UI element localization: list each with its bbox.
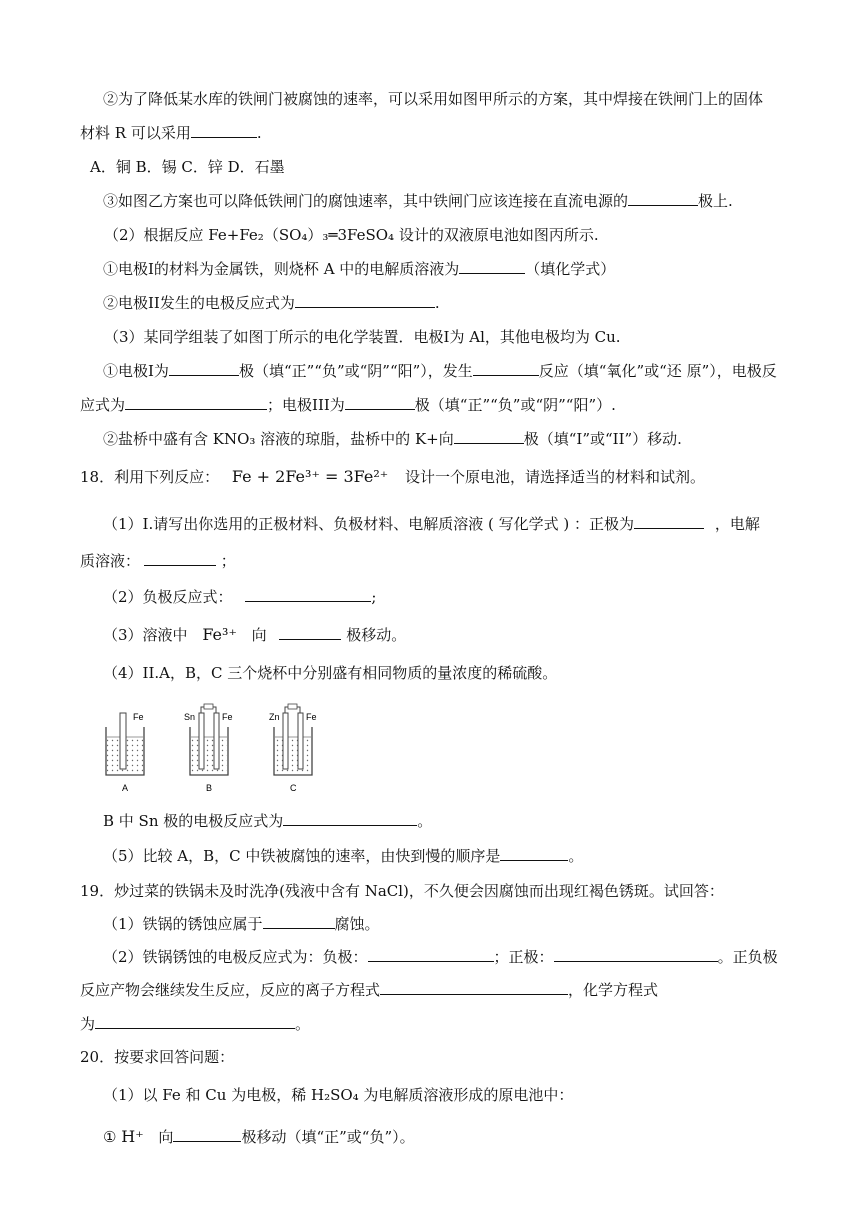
line-q17-2-1 <box>103 258 860 280</box>
text: ；电极III为 <box>267 396 345 414</box>
answer-blank[interactable] <box>279 624 341 640</box>
line-q18-5 <box>103 845 860 867</box>
question-19: 19．炒过菜的铁锅未及时洗净(残液中含有 NaCl)，不久便会因腐蚀而出现红褐色锈斑。试回答： <box>80 882 724 900</box>
beaker-a <box>106 713 144 775</box>
text: ; <box>371 588 377 606</box>
text: 材料 R 可以采用 <box>80 124 191 142</box>
text: （1）铁锅的锈蚀应属于 <box>103 915 263 933</box>
answer-blank[interactable] <box>263 913 335 929</box>
line-q17-2b <box>80 122 860 144</box>
answer-blank[interactable] <box>173 1126 241 1142</box>
beaker-b-label: B <box>206 783 213 793</box>
text: ； <box>220 552 236 570</box>
text: ① <box>103 1128 117 1146</box>
beaker-c-label: C <box>290 783 297 793</box>
fe-label: Fe <box>222 712 233 722</box>
text: B 中 Sn 极的电极反应式为 <box>103 812 284 830</box>
text: 向 <box>158 1128 174 1146</box>
text: 。 <box>568 847 584 865</box>
answer-blank[interactable] <box>380 979 568 995</box>
line-q18-1 <box>103 513 860 535</box>
text: ①电极I的材料为金属铁，则烧杯 A 中的电解质溶液为 <box>103 260 460 278</box>
text: . <box>434 294 440 312</box>
text: ②盐桥中盛有含 KNO₃ 溶液的琼脂，盐桥中的 K+向 <box>103 430 454 448</box>
line-q18-2 <box>103 586 860 608</box>
text: （2）铁锅锈蚀的电极反应式为：负极： <box>103 948 368 966</box>
ion-symbol: Fe³⁺ <box>202 625 237 644</box>
text: ，电解 <box>714 515 760 533</box>
text: 腐蚀。 <box>334 915 380 933</box>
line-q17-part2: （2）根据反应 Fe+Fe₂（SO₄）₃═3FeSO₄ 设计的双液原电池如图丙所示. <box>104 226 599 244</box>
answer-blank[interactable] <box>554 946 718 962</box>
text: （1）I.请写出你选用的正极材料、负极材料、电解质溶液 ( 写化学式 ) ：正极为 <box>103 515 635 533</box>
text: . <box>256 124 262 142</box>
text: 极（填“正”“负”或“阴”“阳”），发生 <box>238 362 473 380</box>
text: 极移动（填“正”或“负”）。 <box>241 1128 415 1146</box>
line-q17-2-2 <box>103 292 860 314</box>
answer-blank[interactable] <box>125 394 267 410</box>
line-q18-1b <box>80 550 860 572</box>
text: 。 <box>295 1015 311 1033</box>
line-q17-3-1b <box>80 394 860 416</box>
text: 。正负极 <box>717 948 778 966</box>
text: （3）溶液中 <box>103 626 188 644</box>
text: ①电极I为 <box>103 362 169 380</box>
text: （2）负极反应式： <box>103 588 233 606</box>
answer-blank[interactable] <box>295 292 435 308</box>
answer-blank[interactable] <box>345 394 415 410</box>
text: （填化学式） <box>525 260 616 278</box>
zn-label: Zn <box>269 712 280 722</box>
question-18 <box>80 466 860 488</box>
fe-label: Fe <box>133 712 144 722</box>
beakers-figure <box>100 703 340 795</box>
answer-blank[interactable] <box>454 428 524 444</box>
text: 极（填“正”“负”或“阴”“阳”）. <box>414 396 616 414</box>
question-20: 20．按要求回答问题： <box>80 1048 235 1066</box>
line-q18-4: （4）II.A，B，C 三个烧杯中分别盛有相同物质的量浓度的稀硫酸。 <box>103 664 558 682</box>
answer-blank[interactable] <box>283 810 417 826</box>
answer-blank[interactable] <box>473 360 539 376</box>
text: ②电极II发生的电极反应式为 <box>103 294 295 312</box>
answer-blank[interactable] <box>634 513 704 529</box>
answer-blank[interactable] <box>95 1013 295 1029</box>
line-q17-3 <box>103 190 860 212</box>
answer-blank[interactable] <box>459 258 525 274</box>
answer-blank[interactable] <box>628 190 698 206</box>
text: 应式为 <box>80 396 126 414</box>
text: （5）比较 A，B，C 中铁被腐蚀的速率，由快到慢的顺序是 <box>103 847 501 865</box>
answer-blank[interactable] <box>500 845 568 861</box>
line-q19-4 <box>80 1013 860 1035</box>
reaction-equation: Fe + 2Fe³⁺ = 3Fe²⁺ <box>231 467 389 486</box>
text: 极移动。 <box>346 626 407 644</box>
ion-symbol: H⁺ <box>121 1127 144 1146</box>
answer-blank[interactable] <box>245 586 371 602</box>
text: 为 <box>80 1015 96 1033</box>
line-q18-4b <box>103 810 860 832</box>
options-line: A．铜 B．锡 C．锌 D．石墨 <box>90 158 285 176</box>
text: 。 <box>417 812 433 830</box>
line-q19-1 <box>103 913 860 935</box>
beaker-a-label: A <box>122 783 129 793</box>
line-q17-part3: （3）某同学组装了如图丁所示的电化学装置．电极I为 Al，其他电极均为 Cu. <box>104 328 621 346</box>
answer-blank[interactable] <box>191 122 257 138</box>
answer-blank[interactable] <box>144 550 216 566</box>
line-q17-2: ②为了降低某水库的铁闸门被腐蚀的速率，可以采用如图甲所示的方案，其中焊接在铁闸门上的固体 <box>103 90 764 108</box>
line-q19-2 <box>103 946 860 968</box>
text: 向 <box>251 626 267 644</box>
text: 反应（填“氧化”或“还 原”），电极反 <box>538 362 777 380</box>
text: ③如图乙方案也可以降低铁闸门的腐蚀速率，其中铁闸门应该连接在直流电源的 <box>103 192 629 210</box>
text: ，化学方程式 <box>568 981 659 999</box>
sn-label: Sn <box>184 712 196 722</box>
line-q17-3-2 <box>103 428 860 450</box>
text: 18．利用下列反应： <box>80 468 220 486</box>
answer-blank[interactable] <box>368 946 494 962</box>
text: 设计一个原电池，请选择适当的材料和试剂。 <box>404 468 705 486</box>
line-q18-3 <box>103 624 860 646</box>
line-q20-1-1 <box>103 1126 860 1148</box>
text: 反应产物会继续发生反应，反应的离子方程式 <box>80 981 381 999</box>
fe-label: Fe <box>306 712 317 722</box>
line-q19-3 <box>80 979 860 1001</box>
text: ；正极： <box>493 948 554 966</box>
text: 极（填“I”或“II”）移动. <box>523 430 682 448</box>
text: 质溶液： <box>80 552 141 570</box>
answer-blank[interactable] <box>169 360 239 376</box>
line-q20-1: （1）以 Fe 和 Cu 为电极，稀 H₂SO₄ 为电解质溶液形成的原电池中： <box>103 1086 574 1104</box>
line-q17-3-1 <box>103 360 860 382</box>
text: 极上. <box>698 192 733 210</box>
